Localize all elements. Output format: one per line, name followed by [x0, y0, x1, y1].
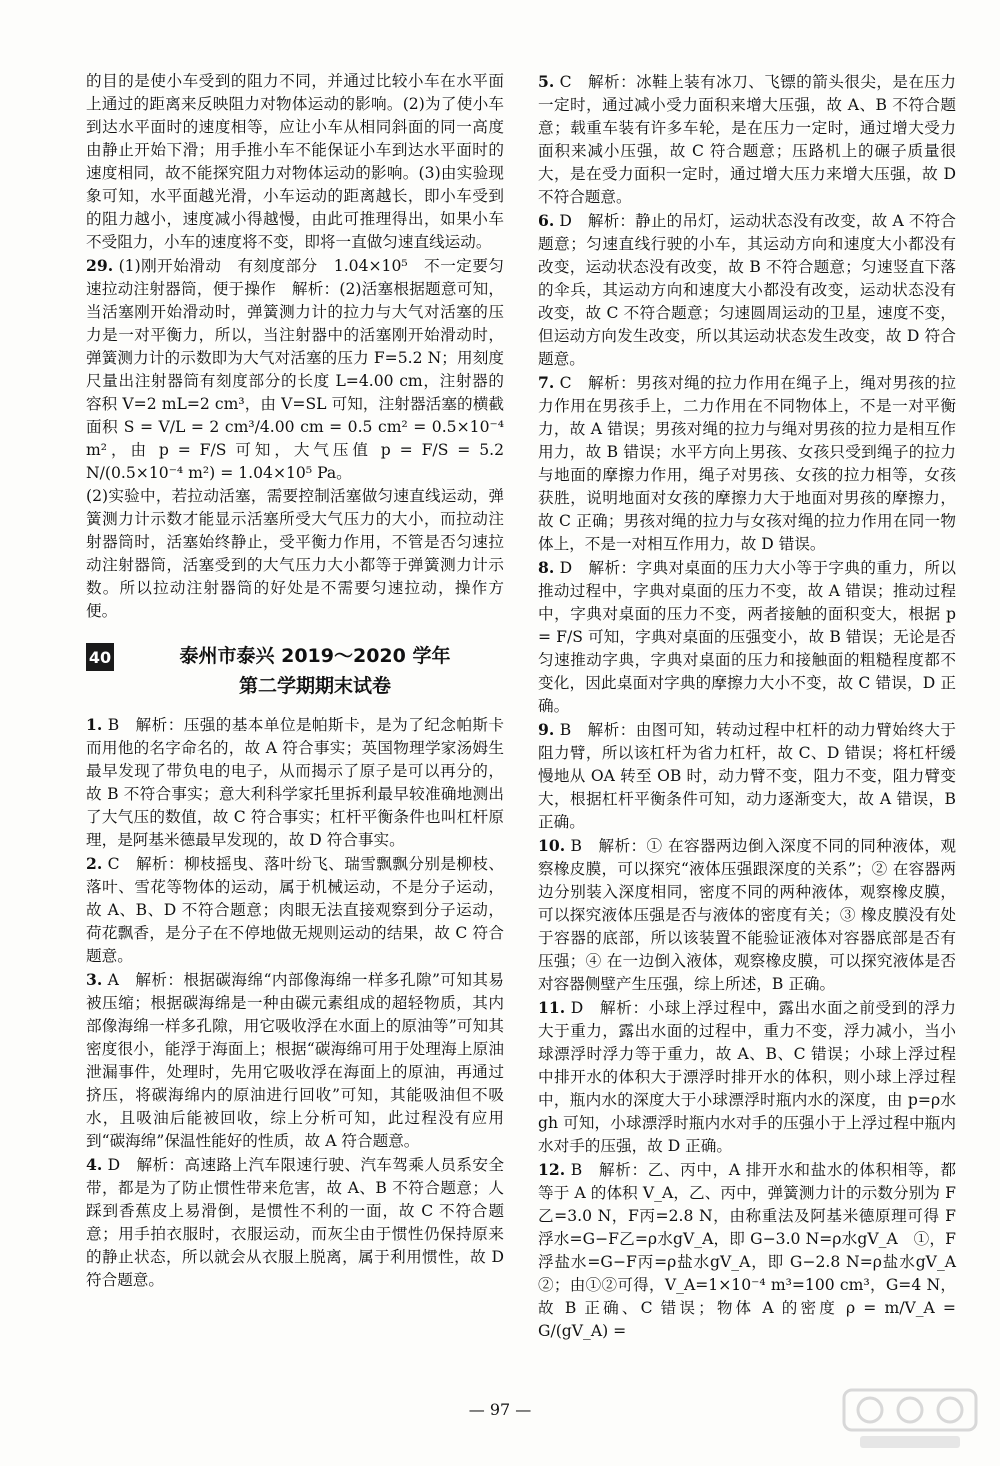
question-text: (1)刚开始滑动 有刻度部分 1.04×10⁵ 不一定要匀速拉动注射器筒，便于操作 解析：(2)活塞根据题意可知，当活塞刚开始滑动时，弹簧测力计的拉力与大气对活塞的压力是一对平衡力，所以，当注射器中的活塞刚开始滑动时，弹簧测力计的示数即为大气对活塞的压力 F=5.2 N；用刻度尺量出注射器筒有刻度部分的长度 L=4.00 cm，注射器的容积 V=2 mL=2 cm³，由 V=SL 可知，注射器活塞的横截面积 S = V/L = 2 cm³/4.00 cm = 0.5 cm² = 0.5×10⁻⁴ m²，由 p = F/S 可知，大气压值 p = F/S = 5.2 N/(0.5×10⁻⁴ m²) = 1.04×10⁵ Pa。 — [86, 257, 504, 482]
question-number: 3. — [86, 970, 103, 989]
question-text: D 解析：高速路上汽车限速行驶、汽车驾乘人员系安全带，都是为了防止惯性带来危害，故 A、B 不符合题意；人踩到香蕉皮上易滑倒，是惯性不利的一面，故 C 不符合题意；用手拍衣服时，衣服运动，而灰尘由于惯性仍保持原来的静止状态，所以就会从衣服上脱离，属于利用惯性，故 D 符合题意。 — [86, 1156, 504, 1289]
watermark-logo — [840, 1384, 980, 1454]
question-29-part2: (2)实验中，若拉动活塞，需要控制活塞做匀速直线运动，弹簧测力计示数才能显示活塞所受大气压力的大小，而拉动注射器筒时，活塞始终静止，受平衡力作用，不管是否匀速拉动注射器筒，活塞受到的大气压力大小都等于弹簧测力计示数。所以拉动注射器筒的好处是不需要匀速拉动，操作方便。 — [86, 487, 504, 620]
question-number: 2. — [86, 854, 103, 873]
question-number: 8. — [538, 558, 555, 577]
question-11 — [538, 996, 956, 1158]
question-12 — [538, 1158, 972, 1343]
section-title-line1: 泰州市泰兴 2019～2020 学年 — [179, 645, 451, 667]
question-number: 10. — [538, 836, 566, 855]
section-number-badge: 40 — [86, 643, 114, 671]
paragraph-intro: 的目的是使小车受到的阻力不同，并通过比较小车在水平面上通过的距离来反映阻力对物体运动的影响。(2)为了使小车到达水平面时的速度相等，应让小车从相同斜面的同一高度由静止开始下滑；用手推小车不能保证小车到达水平面时的速度相同，故不能探究阻力对物体运动的影响。(3)由实验现象可知，水平面越光滑，小车运动的距离越长，即小车受到的阻力越小，速度减小得越慢，由此可推理得出，如果小车不受阻力，小车的速度将不变，即将一直做匀速直线运动。 — [86, 72, 504, 251]
page-number: — 97 — — [468, 1400, 532, 1419]
question-text: C 解析：男孩对绳的拉力作用在绳子上，绳对男孩的拉力作用在男孩手上，二力作用在不同物体上，不是一对平衡力，故 A 错误；男孩对绳的拉力与绳对男孩的拉力是相互作用力，故 B 错误；水平方向上男孩、女孩只受到绳子的拉力与地面的摩擦力作用，绳子对男孩、女孩的拉力相等，女孩获胜，说明地面对女孩的摩擦力大于地面对男孩的摩擦力，故 C 正确；男孩对绳的拉力与女孩对绳的拉力作用在同一物体上，不是一对相互作用力，故 D 错误。 — [538, 374, 956, 553]
question-number: 29. — [86, 256, 114, 275]
question-29 — [86, 254, 504, 485]
question-number: 7. — [538, 373, 555, 392]
question-text: B 解析：① 在容器两边倒入深度不同的同种液体，观察橡皮膜，可以探究“液体压强跟深度的关系”；② 在容器两边分别装入深度相同，密度不同的两种液体，观察橡皮膜，可以探究液体压强是否与液体的密度有关；③ 橡皮膜没有处于容器的底部，所以该装置不能验证液体对容器底部是否有压强；④ 在一边倒入液体，观察橡皮膜，可以探究液体是否对容器侧壁产生压强，综上所述，B 正确。 — [538, 837, 956, 993]
question-7 — [538, 371, 956, 556]
question-number: 11. — [538, 998, 566, 1017]
question-8 — [538, 556, 956, 718]
question-text: D 解析：静止的吊灯，运动状态没有改变，故 A 不符合题意；匀速直线行驶的小车，其运动方向和速度大小都没有改变，运动状态没有改变，故 B 不符合题意；匀速竖直下落的伞兵，其运动方向和速度大小都没有改变，运动状态没有改变，故 C 不符合题意；匀速圆周运动的卫星，速度不变，但运动方向发生改变，所以其运动状态发生改变，故 D 符合题意。 — [538, 212, 956, 368]
question-3 — [86, 968, 504, 1153]
question-text: A 解析：根据碳海绵“内部像海绵一样多孔隙”可知其易被压缩；根据碳海绵是一种由碳元素组成的超轻物质，其内部像海绵一样多孔隙，用它吸收浮在水面上的原油等”可知其密度很小，能浮于海面上；根据“碳海绵可用于处理海上原油泄漏事件，处理时，先用它吸收浮在海面上的原油，再通过挤压，将碳海绵内的原油进行回收”可知，其能吸油但不吸水，且吸油后能被回收，综上分析可知，此过程没有应用到“碳海绵”保温性能好的性质，故 A 符合题意。 — [86, 971, 504, 1150]
question-text: C 解析：冰鞋上装有冰刀、飞镖的箭头很尖，是在压力一定时，通过减小受力面积来增大压强，故 A、B 不符合题意；载重车装有许多车轮，是在压力一定时，通过增大受力面积来减小压强，故 C 符合题意；压路机上的碾子质量很大，是在受力面积一定时，通过增大压力来增大压强，故 D 不符合题意。 — [538, 73, 956, 206]
question-1 — [86, 713, 504, 852]
question-9 — [538, 718, 956, 834]
question-number: 4. — [86, 1155, 103, 1174]
left-column — [86, 70, 504, 1400]
section-header — [86, 641, 504, 701]
question-text: B 解析：由图可知，转动过程中杠杆的动力臂始终大于阻力臂，所以该杠杆为省力杠杆，故 C、D 错误；将杠杆缓慢地从 OA 转至 OB 时，动力臂不变，阻力不变，阻力臂变大，根据杠杆平衡条件可知，动力逐渐变大，故 A 错误，B 正确。 — [538, 721, 956, 831]
section-title-line2: 第二学期期末试卷 — [238, 675, 391, 697]
question-text: D 解析：字典对桌面的压力大小等于字典的重力，所以推动过程中，字典对桌面的压力不变，故 A 错误；推动过程中，字典对桌面的压力不变，两者接触的面积变大，根据 p = F/S 可知，字典对桌面的压强变小，故 B 错误；无论是否匀速推动字典，字典对桌面的压力和接触面的粗糙程度都不变化，因此桌面对字典的摩擦力大小不变，故 C 错误，D 正确。 — [538, 559, 956, 715]
page-content — [86, 70, 972, 1400]
question-number: 1. — [86, 715, 103, 734]
question-10 — [538, 834, 956, 996]
right-column — [538, 70, 972, 1400]
question-number: 9. — [538, 720, 555, 739]
question-text: D 解析：小球上浮过程中，露出水面之前受到的浮力大于重力，露出水面的过程中，重力不变，浮力减小，当小球漂浮时浮力等于重力，故 A、B、C 错误；小球上浮过程中排开水的体积大于漂浮时排开水的体积，则小球上浮过程中，瓶内水的深度大于小球漂浮时瓶内水的深度，由 p=ρ水gh 可知，小球漂浮时瓶内水对手的压强小于上浮过程中瓶内水对手的压强，故 D 正确。 — [538, 999, 956, 1155]
question-text: C 解析：柳枝摇曳、落叶纷飞、瑞雪飘飘分别是柳枝、落叶、雪花等物体的运动，属于机械运动，不是分子运动，故 A、B、D 不符合题意；肉眼无法直接观察到分子运动，荷花飘香，是分子在不停地做无规则运动的结果，故 C 符合题意。 — [86, 855, 504, 965]
question-number: 6. — [538, 211, 555, 230]
section-title — [126, 641, 504, 701]
question-text: B 解析：乙、丙中，A 排开水和盐水的体积相等，都等于 A 的体积 V_A，乙、丙中，弹簧测力计的示数分别为 F乙=3.0 N，F丙=2.8 N，由称重法及阿基米德原理可得 F浮水=G−F乙=ρ水gV_A，即 G−3.0 N=ρ水gV_A ①，F浮盐水=G−F丙=ρ盐水gV_A，即 G−2.8 N=ρ盐水gV_A ②；由①②可得，V_A=1×10⁻⁴ m³=100 cm³，G=4 N，故 B 正确、C 错误；物体 A 的密度 ρ = m/V_A = G/(gV_A) = — [538, 1161, 972, 1340]
question-number: 12. — [538, 1160, 566, 1179]
question-2 — [86, 852, 504, 968]
question-4 — [86, 1153, 504, 1292]
question-number: 5. — [538, 72, 555, 91]
question-text: B 解析：压强的基本单位是帕斯卡，是为了纪念帕斯卡而用他的名字命名的，故 A 符合事实；英国物理学家汤姆生最早发现了带负电的电子，从而揭示了原子是可以再分的，故 B 不符合事实；意大利科学家托里拆利最早较准确地测出了大气压的数值，故 C 符合事实；杠杆平衡条件也叫杠杆原理，是阿基米德最早发现的，故 D 符合事实。 — [86, 716, 504, 849]
question-5 — [538, 70, 956, 209]
question-6 — [538, 209, 956, 371]
